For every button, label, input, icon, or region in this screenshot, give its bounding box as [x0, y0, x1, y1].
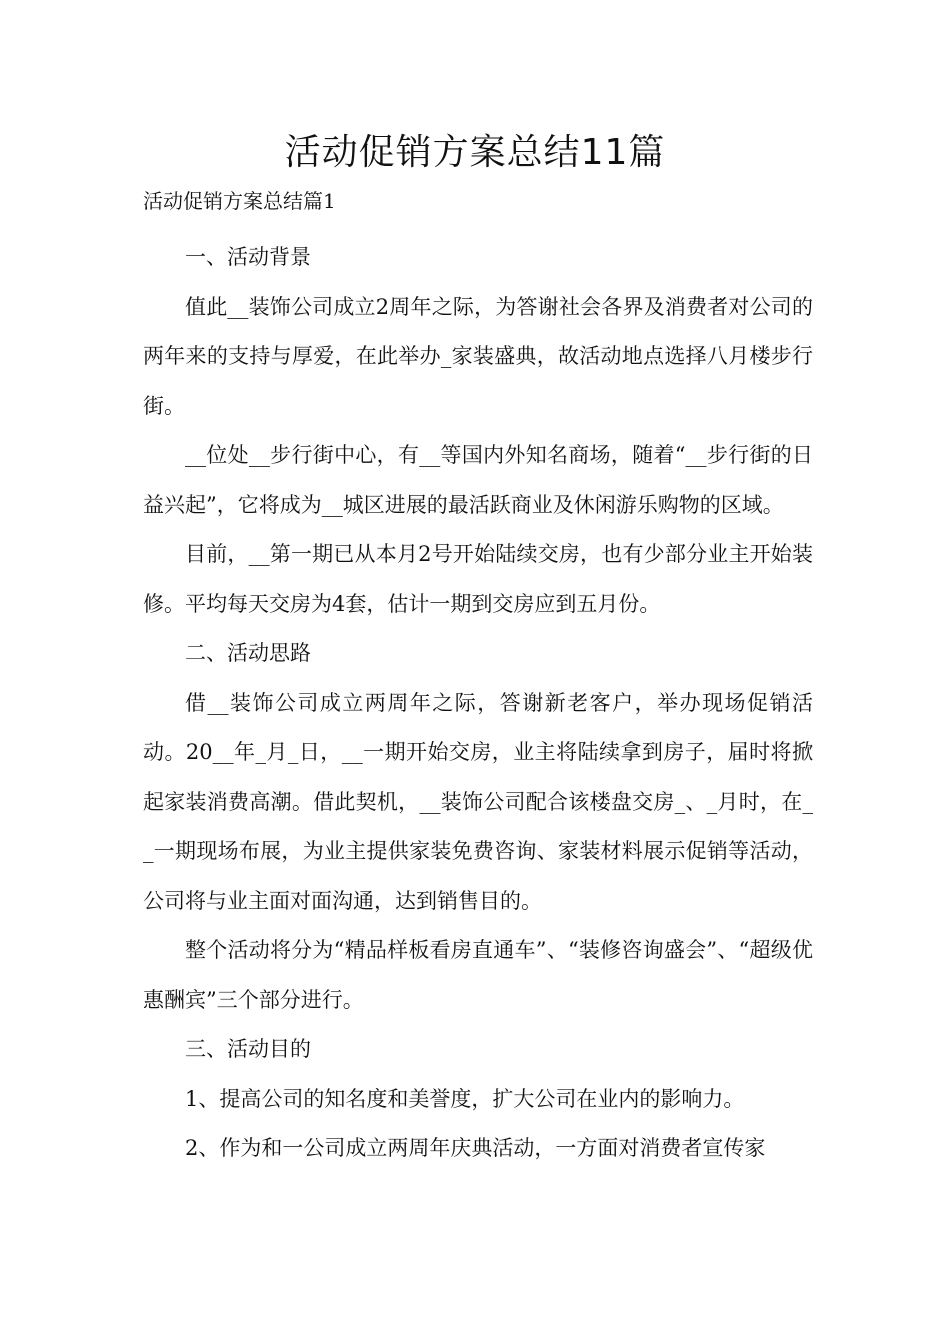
paragraph: 值此__装饰公司成立2周年之际，为答谢社会各界及消费者对公司的两年来的支持与厚爱，在此举办_家装盛典，故活动地点选择八月楼步行街。 — [143, 294, 813, 418]
paragraph: 整个活动将分为“精品样板看房直通车”、“装修咨询盛会”、“超级优惠酬宾”三个部分进行。 — [143, 938, 813, 1012]
document-subtitle: 活动促销方案总结篇1 — [143, 189, 336, 213]
section-heading-background: 一、活动背景 — [185, 245, 311, 269]
section-heading-approach: 二、活动思路 — [185, 641, 311, 665]
paragraph: __位处__步行街中心，有__等国内外知名商场，随着“__步行街的日益兴起”，它将成为__城区进展的最活跃商业及休闲游乐购物的区域。 — [143, 443, 813, 517]
paragraph: 借__装饰公司成立两周年之际，答谢新老客户，举办现场促销活动。20__年_月_日，__一期开始交房，业主将陆续拿到房子，届时将掀起家装消费高潮。借此契机，__装饰公司配合该楼盘交房_、_月时，在__一期现场布展，为业主提供家装免费咨询、家装材料展示促销等活动，公司将与业主面对面沟通，达到销售目的。 — [143, 690, 813, 913]
section-heading-purpose: 三、活动目的 — [185, 1037, 311, 1061]
paragraph: 目前，__第一期已从本月2号开始陆续交房，也有少部分业主开始装修。平均每天交房为4套，估计一期到交房应到五月份。 — [143, 542, 813, 616]
document-body — [143, 233, 813, 1174]
list-item: 2、作为和一公司成立两周年庆典活动，一方面对消费者宣传家 — [185, 1136, 766, 1160]
document-title: 活动促销方案总结11篇 — [284, 132, 666, 173]
list-item: 1、提高公司的知名度和美誉度，扩大公司在业内的影响力。 — [185, 1086, 745, 1111]
